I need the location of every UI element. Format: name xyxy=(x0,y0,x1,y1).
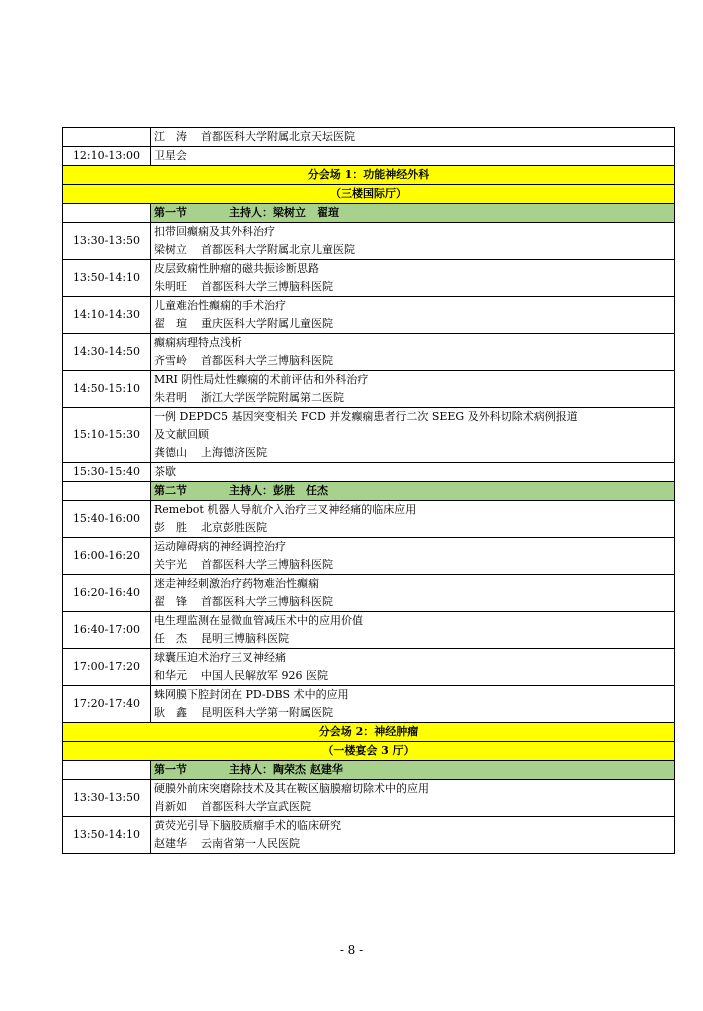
talk-row xyxy=(63,817,675,854)
speaker-name: 翟 锋 xyxy=(154,595,187,608)
talk-title: 及文献回顾 xyxy=(154,428,209,441)
speaker-affiliation: 北京彭胜医院 xyxy=(201,521,267,534)
talk-cell xyxy=(151,501,675,538)
talk-title: Remebot 机器人导航介入治疗三叉神经痛的临床应用 xyxy=(154,503,417,516)
talk-cell xyxy=(151,260,675,297)
speaker-name: 彭 胜 xyxy=(154,521,187,534)
talk-row xyxy=(63,538,675,575)
speaker-line xyxy=(154,519,671,537)
talk-row xyxy=(63,408,675,463)
talk-title: 一例 DEPDC5 基因突变相关 FCD 并发癫痫患者行二次 SEEG 及外科切除术病例报道 xyxy=(154,410,578,423)
speaker-name: 耿 鑫 xyxy=(154,706,187,719)
speaker-line xyxy=(154,128,671,146)
talk-title: 黄荧光引导下脑胶质瘤手术的临床研究 xyxy=(154,819,341,832)
time-cell: 13:30-13:50 xyxy=(63,223,151,260)
speaker-affiliation: 首都医科大学三博脑科医院 xyxy=(201,558,333,571)
section-row xyxy=(63,482,675,501)
time-cell: 16:20-16:40 xyxy=(63,575,151,612)
speaker-affiliation: 首都医科大学三博脑科医院 xyxy=(201,595,333,608)
time-cell: 15:40-16:00 xyxy=(63,501,151,538)
single-row xyxy=(63,147,675,166)
speaker-line xyxy=(154,241,671,259)
venue-title-text: 分会场 1：功能神经外科 xyxy=(63,166,675,185)
speaker-affiliation: 云南省第一人民医院 xyxy=(201,837,300,850)
talk-cell xyxy=(151,612,675,649)
section-header xyxy=(151,482,675,501)
speaker-name: 龚德山 xyxy=(154,446,187,459)
talk-row xyxy=(63,649,675,686)
section-header xyxy=(151,761,675,780)
speaker-line xyxy=(154,556,671,574)
time-cell: 14:30-14:50 xyxy=(63,334,151,371)
speaker-affiliation: 上海德济医院 xyxy=(201,446,267,459)
speaker-name: 肖新如 xyxy=(154,800,187,813)
speaker-affiliation: 首都医科大学宣武医院 xyxy=(201,800,311,813)
speaker-line xyxy=(154,352,671,370)
talk-row xyxy=(63,780,675,817)
section-label: 第二节 xyxy=(154,484,187,497)
talk-title: 球囊压迫术治疗三叉神经痛 xyxy=(154,651,286,664)
talk-title: 电生理监测在显微血管减压术中的应用价值 xyxy=(154,614,363,627)
talk-row xyxy=(63,501,675,538)
talk-row xyxy=(63,260,675,297)
venue-title xyxy=(63,166,675,185)
talk-title: 扣带回癫痫及其外科治疗 xyxy=(154,225,275,238)
time-cell: 15:30-15:40 xyxy=(63,463,151,482)
talk-title: 硬膜外前床突磨除技术及其在鞍区脑膜瘤切除术中的应用 xyxy=(154,782,429,795)
venue-room xyxy=(63,185,675,204)
time-cell: 13:50-14:10 xyxy=(63,260,151,297)
venue-title-text: 分会场 2：神经肿瘤 xyxy=(63,723,675,742)
speaker-name: 关宇光 xyxy=(154,558,187,571)
talk-cell xyxy=(151,817,675,854)
section-label: 第一节 xyxy=(154,763,187,776)
speaker-name: 朱君明 xyxy=(154,391,187,404)
talk-cell xyxy=(151,371,675,408)
speaker-name: 齐雪岭 xyxy=(154,354,187,367)
venue-title xyxy=(63,723,675,742)
page-number: - 8 - xyxy=(339,943,364,957)
time-cell: 16:00-16:20 xyxy=(63,538,151,575)
venue-room-text: （三楼国际厅） xyxy=(63,185,675,204)
talk-row xyxy=(63,575,675,612)
talk-cell xyxy=(151,686,675,723)
speaker-affiliation: 首都医科大学三博脑科医院 xyxy=(201,280,333,293)
talk-title: 运动障碍病的神经调控治疗 xyxy=(154,540,286,553)
speaker-line xyxy=(154,278,671,296)
speaker-name: 江 涛 xyxy=(154,130,187,143)
time-cell: 14:10-14:30 xyxy=(63,297,151,334)
speaker-name: 任 杰 xyxy=(154,632,187,645)
section-host: 主持人：彭胜 任杰 xyxy=(229,484,328,497)
speaker-affiliation: 首都医科大学附属北京天坛医院 xyxy=(201,130,355,143)
talk-title: 迷走神经刺激治疗药物难治性癫痫 xyxy=(154,577,319,590)
section-header xyxy=(151,204,675,223)
speaker-name: 和华元 xyxy=(154,669,187,682)
single-text: 茶歇 xyxy=(151,463,675,482)
single-text: 卫星会 xyxy=(151,147,675,166)
speaker-line xyxy=(154,667,671,685)
speaker-affiliation: 首都医科大学附属北京儿童医院 xyxy=(201,243,355,256)
schedule-body xyxy=(63,128,675,854)
talk-cell xyxy=(151,649,675,686)
talk-cell xyxy=(151,780,675,817)
talk-cell xyxy=(151,223,675,260)
speaker-line xyxy=(154,630,671,648)
talk-row xyxy=(63,686,675,723)
section-host: 主持人：梁树立 翟瑄 xyxy=(229,206,339,219)
talk-cell xyxy=(151,575,675,612)
time-cell: 16:40-17:00 xyxy=(63,612,151,649)
time-cell: 13:30-13:50 xyxy=(63,780,151,817)
speaker-line xyxy=(154,444,671,462)
talk-title: 蛛网膜下腔封闭在 PD-DBS 术中的应用 xyxy=(154,688,349,701)
time-cell: 12:10-13:00 xyxy=(63,147,151,166)
section-host: 主持人：陶荣杰 赵建华 xyxy=(229,763,343,776)
speaker-affiliation: 首都医科大学三博脑科医院 xyxy=(201,354,333,367)
talk-row xyxy=(63,297,675,334)
talk-row xyxy=(63,223,675,260)
talk-cell xyxy=(151,297,675,334)
time-cell xyxy=(63,128,151,147)
talk-title: 皮层致痫性肿瘤的磁共振诊断思路 xyxy=(154,262,319,275)
talk-row xyxy=(63,334,675,371)
speaker-name: 梁树立 xyxy=(154,243,187,256)
talk-cell xyxy=(151,334,675,371)
talk-row xyxy=(63,371,675,408)
section-label: 第一节 xyxy=(154,206,187,219)
speaker-line xyxy=(154,389,671,407)
talk-cell xyxy=(151,408,675,463)
time-cell: 17:20-17:40 xyxy=(63,686,151,723)
speaker-affiliation: 中国人民解放军 926 医院 xyxy=(201,669,328,682)
time-cell: 17:00-17:20 xyxy=(63,649,151,686)
speaker-line xyxy=(154,593,671,611)
speaker-name: 翟 瑄 xyxy=(154,317,187,330)
talk-cell xyxy=(151,538,675,575)
speaker-name: 朱明旺 xyxy=(154,280,187,293)
speaker-affiliation: 重庆医科大学附属儿童医院 xyxy=(201,317,333,330)
speaker-name: 赵建华 xyxy=(154,837,187,850)
speaker-line xyxy=(154,704,671,722)
schedule-table xyxy=(62,127,675,854)
section-row xyxy=(63,761,675,780)
talk-cell xyxy=(151,128,675,147)
talk-row xyxy=(63,612,675,649)
speaker-affiliation: 昆明三博脑科医院 xyxy=(201,632,289,645)
speaker-affiliation: 昆明医科大学第一附属医院 xyxy=(201,706,333,719)
time-cell: 13:50-14:10 xyxy=(63,817,151,854)
talk-title: MRI 阴性局灶性癫痫的术前评估和外科治疗 xyxy=(154,373,369,386)
speaker-line xyxy=(154,798,671,816)
venue-room-text: （一楼宴会 3 厅） xyxy=(63,742,675,761)
venue-room xyxy=(63,742,675,761)
talk-row xyxy=(63,128,675,147)
time-cell: 15:10-15:30 xyxy=(63,408,151,463)
speaker-affiliation: 浙江大学医学院附属第二医院 xyxy=(201,391,344,404)
talk-title: 儿童难治性癫痫的手术治疗 xyxy=(154,299,286,312)
time-cell: 14:50-15:10 xyxy=(63,371,151,408)
section-row xyxy=(63,204,675,223)
speaker-line xyxy=(154,835,671,853)
single-row xyxy=(63,463,675,482)
speaker-line xyxy=(154,315,671,333)
talk-title: 癫痫病理特点浅析 xyxy=(154,336,242,349)
